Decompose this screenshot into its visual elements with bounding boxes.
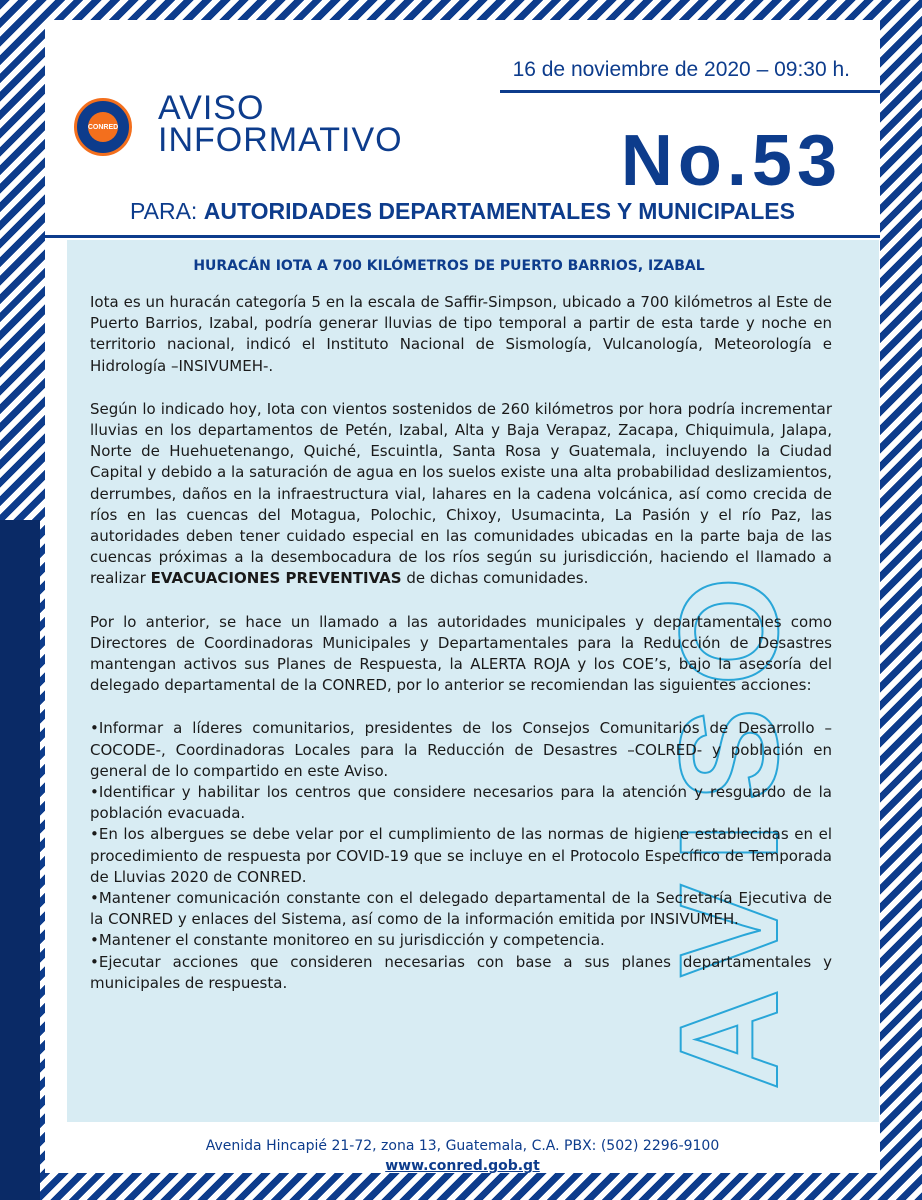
bulletin-date: 16 de noviembre de 2020 – 09:30 h. — [512, 58, 850, 81]
title-line-1: AVISO — [158, 89, 265, 127]
date-divider — [500, 90, 880, 93]
website-link[interactable]: www.conred.gob.gt — [385, 1158, 540, 1174]
action-item-2: •Identificar y habilitar los centros que considere necesarios para la atención y resguardo de la población evacuada. — [90, 783, 832, 823]
bulletin-title — [158, 89, 403, 159]
stripe-border-dark — [0, 520, 40, 1200]
footer-address: Avenida Hincapié 21-72, zona 13, Guatemala, C.A. PBX: (502) 2296-9100 — [205, 1138, 720, 1154]
action-item-5: •Mantener el constante monitoreo en su jurisdicción y competencia. — [90, 931, 605, 950]
paragraph-2-end: de dichas comunidades. — [406, 569, 589, 588]
recipient-name: AUTORIDADES DEPARTAMENTALES Y MUNICIPALES — [203, 198, 795, 224]
paragraph-2-emphasis: EVACUACIONES PREVENTIVAS — [150, 569, 402, 588]
action-item-3: •En los albergues se debe velar por el cumplimiento de las normas de higiene establecidas en el procedimiento de respuesta por COVID-19 que se incluye en el Protocolo Específico de Temporada de Lluvias 2020 de CONRED. — [90, 825, 832, 886]
recipient-label: PARA: — [130, 198, 198, 224]
paragraph-2-text: Según lo indicado hoy, Iota con vientos sostenidos de 260 kilómetros por hora podría incrementar lluvias en los departamentos de Petén, Izabal, Alta y Baja Verapaz, Zacapa, Chiquimula, Jalapa, Norte de Huehuetenango, Quiché, Escuintla, Santa Rosa y Guatemala, incluyendo la Ciudad Capital y debido a la saturación de agua en los suelos existe una alta probabilidad deslizamientos, derrumbes, daños en la infraestructura vial, lahares en la cadena volcánica, así como crecida de ríos en las cuencas del Motagua, Polochic, Chixoy, Usumacinta, La Pasión y el río Paz, las autoridades deben tener cuidado especial en las comunidades ubicadas en la parte baja de las cuencas próximas a la desembocadura de los ríos según su jurisdicción, haciendo el llamado a realizar — [90, 399, 832, 588]
paragraph-1: Iota es un huracán categoría 5 en la escala de Saffir-Simpson, ubicado a 700 kilómetros al Este de Puerto Barrios, Izabal, podría generar lluvias de tipo temporal a partir de esta tarde y noche en territorio nacional, indicó el Instituto Nacional de Sismología, Vulcanología, Meteorología e Hidrología –INSIVUMEH-. — [90, 293, 832, 375]
paragraph-2 — [90, 399, 832, 590]
headline: HURACÁN IOTA A 700 KILÓMETROS DE PUERTO BARRIOS, IZABAL — [193, 258, 705, 274]
action-item-4: •Mantener comunicación constante con el delegado departamental de la Secretaría Ejecutiva de la CONRED y enlaces del Sistema, así como de la información emitida por INSIVUMEH. — [90, 889, 832, 929]
bulletin-body — [90, 292, 832, 994]
title-line-2: INFORMATIVO — [158, 121, 403, 159]
action-item-6: •Ejecutar acciones que consideren necesarias con base a sus planes departamentales y municipales de respuesta. — [90, 952, 832, 992]
bulletin-number: No.53 — [620, 121, 842, 201]
recipient-divider — [45, 235, 880, 238]
recipient-line — [130, 198, 795, 225]
conred-logo-icon — [74, 98, 132, 156]
paragraph-3: Por lo anterior, se hace un llamado a las autoridades municipales y departamentales como Directores de Coordinadoras Municipales y Departamentales para la Reducción de Desastres mantengan activos sus Planes de Respuesta, la ALERTA ROJA y los COE’s, bajo la asesoría del delegado departamental de la CONRED, por lo anterior se recomiendan las siguientes acciones: — [90, 612, 832, 695]
logo-text: CONRED — [88, 112, 118, 142]
action-item-1: •Informar a líderes comunitarios, presidentes de los Consejos Comunitarios de Desarrollo –COCODE-, Coordinadoras Locales para la Reducción de Desastres –COLRED- y población en general de lo compartido en este Aviso. — [90, 719, 832, 780]
watermark-text: AVISO — [650, 554, 807, 1090]
bulletin-sheet — [45, 20, 880, 1173]
